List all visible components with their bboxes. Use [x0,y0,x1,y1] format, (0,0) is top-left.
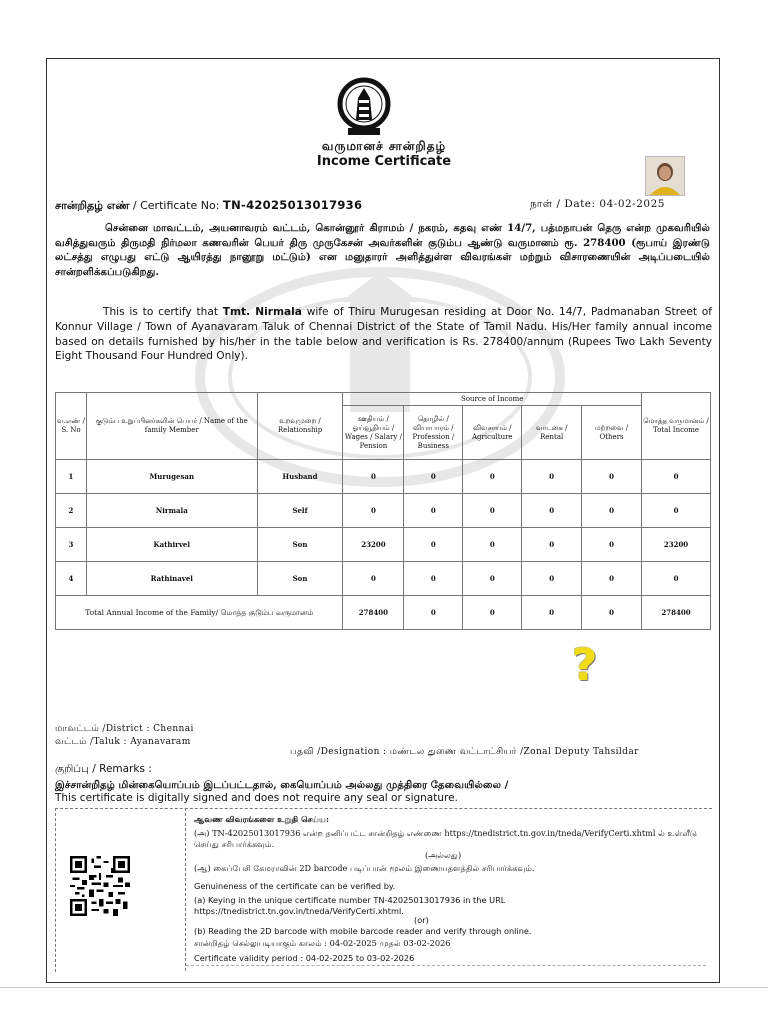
tamil-nadu-emblem-icon [334,76,394,138]
qr-code-icon[interactable] [70,856,130,916]
col-sno: வ.எண் / S. No [56,393,87,460]
total-others: 0 [582,596,642,630]
remarks-tamil: இச்சான்றிதழ் மின்கையொப்பம் இடப்பட்டதால், கையொப்பம் அல்லது முத்திரை தேவையில்லை / [55,779,509,791]
remarks-label: குறிப்பு / Remarks : [55,763,152,775]
table-row [56,528,711,562]
col-relationship: உறவுமுறை / Relationship [257,393,343,460]
total-agriculture: 0 [463,596,522,630]
cell-wages: 0 [343,460,404,494]
cell-sno: 3 [56,528,87,562]
cell-others: 0 [582,528,642,562]
cert-label-tamil: சான்றிதழ் எண் [55,199,130,212]
col-name: குடும்ப உறுப்பினர்களின் பெயர் / Name of the family Member [86,393,257,460]
issue-date: 04-02-2025 [599,198,665,210]
verify-option-b-tamil: (ஆ) கைப்பேசி கேமராவின் 2D barcode படிப்பான் மூலம் இணையதளத்தில் சரிபார்க்கவும். [194,863,535,873]
cell-rental: 0 [522,494,582,528]
cell-business: 0 [404,562,463,596]
title-english: Income Certificate [316,154,452,169]
remarks-english: This certificate is digitally signed and does not require any seal or signature. [55,792,458,804]
cell-business: 0 [404,460,463,494]
certificate-number-line [55,198,362,214]
verify-or-english: (or) [414,915,429,925]
table-total-row [56,596,711,630]
total-wages: 278400 [343,596,404,630]
cell-sno: 4 [56,562,87,596]
cell-total: 0 [642,562,711,596]
certificate-number: TN-42025013017936 [222,198,363,212]
col-total: மொத்த வருமானம் / Total Income [642,393,711,460]
total-income: 278400 [642,596,711,630]
cell-name: Kathirvel [86,528,257,562]
page-divider [0,987,768,988]
col-agriculture: விவசாயம் / Agriculture [463,406,522,460]
cell-total: 0 [642,460,711,494]
para-prefix: This is to certify that [103,306,223,318]
cert-label-english: / Certificate No: [132,199,220,212]
col-rental: வாடகை / Rental [522,406,582,460]
cell-wages: 0 [343,494,404,528]
cell-agriculture: 0 [463,494,522,528]
cell-agriculture: 0 [463,562,522,596]
cell-others: 0 [582,562,642,596]
date-line [530,198,665,211]
col-business: தொழில் / வியாபாரம் / Profession / Business [404,406,463,460]
cell-relationship: Husband [257,460,343,494]
cell-name: Murugesan [86,460,257,494]
cell-name: Nirmala [86,494,257,528]
verify-heading-english: Genuineness of the certificate can be verified by. [194,881,396,891]
applicant-photo [645,156,685,196]
title-tamil: வருமானச் சான்றிதழ் [321,139,447,153]
cell-name: Rathinavel [86,562,257,596]
designation: பதவி /Designation : மண்டல துணை வட்டாட்சியர் /Zonal Deputy Tahsildar [290,747,639,757]
cell-others: 0 [582,460,642,494]
table-row [56,494,711,528]
col-source-group: Source of Income [343,393,642,406]
cell-agriculture: 0 [463,528,522,562]
col-wages: ஊதியம் / ஓய்வூதியம் / Wages / Salary / Pension [343,406,404,460]
cell-relationship: Son [257,528,343,562]
total-rental: 0 [522,596,582,630]
certificate-text-tamil: சென்னை மாவட்டம், அயனாவரம் வட்டம், கொன்னூர் கிராமம் / நகரம், கதவு எண் 14/7, பத்மநாபன் தெரு என்ற முகவரியில் வசித்துவரும் திருமதி நிர்மலா கணவரின் பெயர் திரு முருகேசன் அவர்களின் குடும்ப ஆண்டு வருமானம் ரூ. 278400 (ரூபாய் இரண்டு லட்சத்து எழுபது எட்டு ஆயிரத்து நானூறு மட்டும்) என மனுதாரர் அளித்துள்ள விவரங்கள் மற்றும் விசாரணையின் அடிப்படையில் சான்றளிக்கப்படுகிறது. [55,222,711,278]
cell-total: 23200 [642,528,711,562]
taluk: வட்டம் /Taluk : Ayanavaram [55,737,191,747]
validity-english: Certificate validity period : 04-02-2025 to 03-02-2026 [194,953,415,963]
applicant-name: Tmt. Nirmala [222,306,302,318]
cell-relationship: Self [257,494,343,528]
certificate-text-english [55,305,712,364]
verify-heading-tamil: ஆவண விவரங்களை உறுதி செய்ய: [194,814,330,824]
verify-option-b-english: (b) Reading the 2D barcode with mobile barcode reader and verify through online. [194,926,532,936]
cell-wages: 0 [343,562,404,596]
cell-sno: 2 [56,494,87,528]
cell-others: 0 [582,494,642,528]
validity-divider [186,965,706,966]
cell-business: 0 [404,528,463,562]
para-rest: wife of Thiru Murugesan residing at Door No. 14/7, Padmanaban Street of Konnur Village / Town of Ayanavaram Taluk of Chennai District of the State of Tamil Nadu. His/Her family annual income based on details furnished by his/her in the table below and verification is Rs. 278400/annum (Rupees Two Lakh Seventy Eight Thousand Four Hundred Only). [55,306,712,363]
cell-agriculture: 0 [463,460,522,494]
verify-or-tamil: (அல்லது) [425,850,462,860]
cell-rental: 0 [522,562,582,596]
cell-wages: 23200 [343,528,404,562]
income-table [55,392,711,630]
total-label: Total Annual Income of the Family/ மொத்த குடும்ப வருமானம் [56,596,343,630]
verify-option-a-tamil: (அ) TN-42025013017936 என்ற தனிப்பட்ட சான்றிதழ் எண்ணை https://tnedistrict.tn.gov.in/tneda/VerifyCerti.xhtml ல் உள்ளீடு செய்து சரிபார்க்கவும். [194,828,698,849]
cell-sno: 1 [56,460,87,494]
verify-option-a-english: (a) Keying in the unique certificate number TN-42025013017936 in the URL https://tnedistrict.tn.gov.in/tneda/VerifyCerti.xhtml. [194,895,506,916]
table-row [56,460,711,494]
question-mark-overlay: ? [572,640,598,691]
total-business: 0 [404,596,463,630]
cell-rental: 0 [522,460,582,494]
cell-relationship: Son [257,562,343,596]
validity-tamil: சான்றிதழ் செல்லுபடியாகும் காலம் : 04-02-2025 முதல் 03-02-2026 [194,938,451,948]
cell-rental: 0 [522,528,582,562]
date-label: நாள் / Date: [530,198,596,210]
cell-business: 0 [404,494,463,528]
col-others: மற்றவை / Others [582,406,642,460]
cell-total: 0 [642,494,711,528]
table-row [56,562,711,596]
district: மாவட்டம் /District : Chennai [55,724,194,734]
